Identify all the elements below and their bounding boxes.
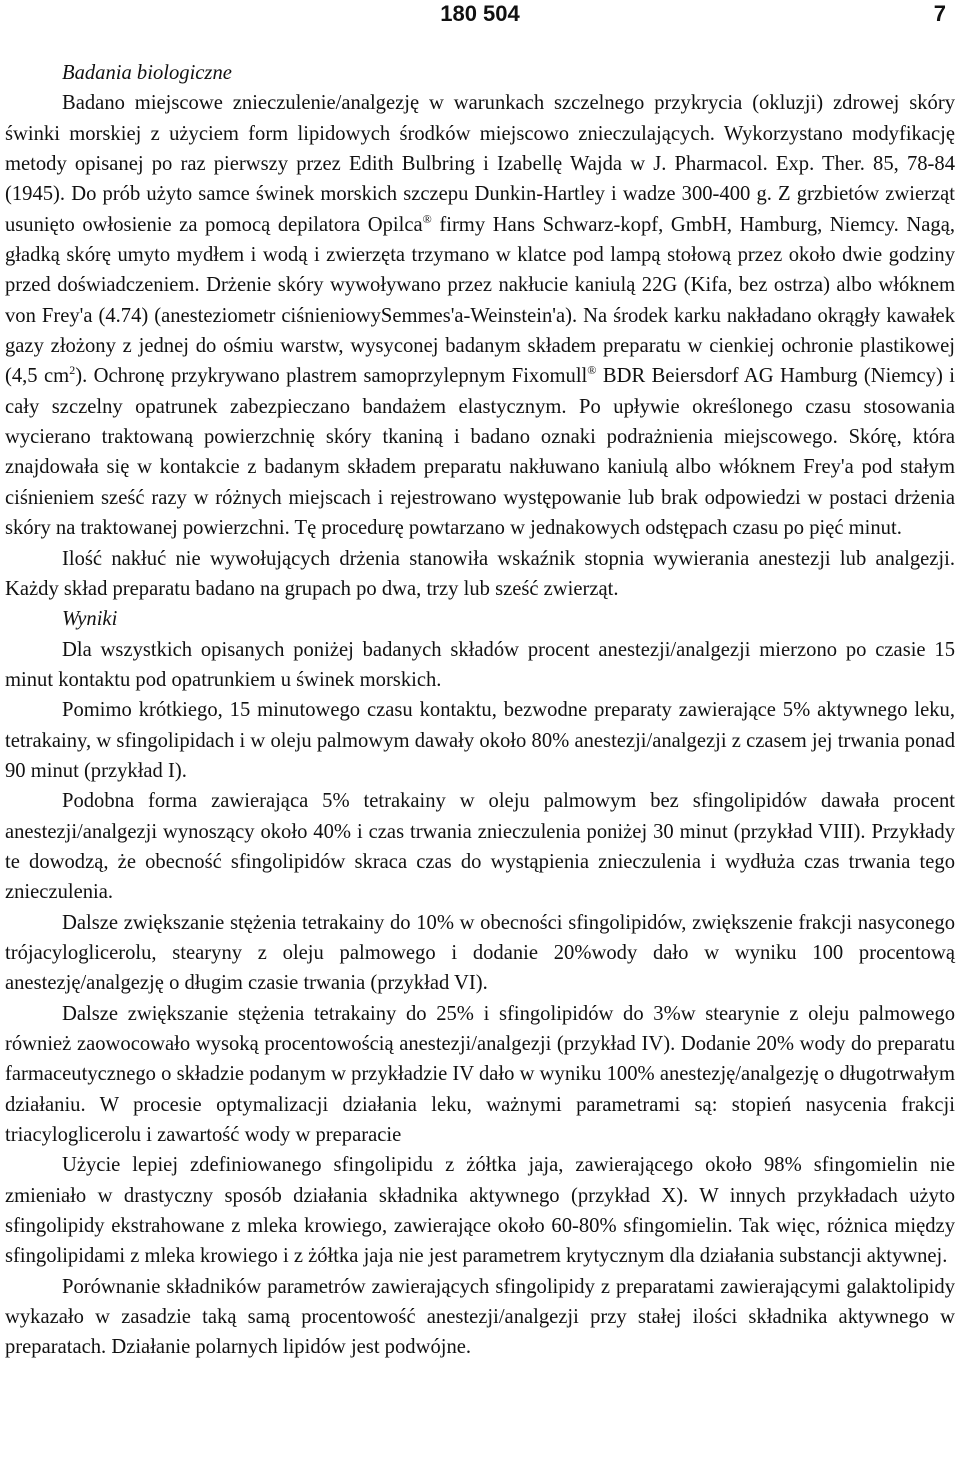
paragraph-example-iv: Dalsze zwiększanie stężenia tetrakainy do 25% i sfingolipidów do 3%w stearynie z oleju palmowego również zaowocowało wysoką procentowością anestezji/analgezji (przykład IV). Dodanie 20% wody do preparatu farmaceutycznego o składzie podanym w przykładzie IV dało w wyniku 100% anestezję/analgezję o długotrwałym działaniu. W procesie optymalizacji działania leku, ważnymi parametrami są: stopień nasycenia frakcji triacyloglicerolu i zawartość wody w preparacie [5, 1002, 955, 1147]
section-heading-results: Wyniki [62, 608, 118, 631]
section-heading-biological-tests: Badania biologiczne [62, 62, 232, 84]
paragraph-example-x: Użycie lepiej zdefiniowanego sfingolipidu z żółtka jaja, zawierającego około 98% sfingomielin nie zmieniało w drastyczny sposób działania składnika aktywnego (przykład X). W innych przykładach użyto sfingolipidy ekstrahowane z mleka krowiego, zawierające około 60-80% sfingomielin. Tak więc, różnica między sfingolipidami z mleka krowiego i z żółtka jaja nie jest parametrem krytycznym dla działania substancji aktywnej. [5, 1154, 955, 1268]
registered-mark: ® [422, 211, 432, 226]
paragraph-index: Ilość nakłuć nie wywołujących drżenia stanowiła wskaźnik stopnia wywierania anestezji lub analgezji. Każdy skład preparatu badano na grupach po dwa, trzy lub sześć zwierząt. [5, 547, 955, 600]
paragraph-method [5, 88, 955, 543]
paragraph-galactolipids: Porównanie składników parametrów zawierających sfingolipidy z preparatami zawierającymi galaktolipidy wykazało w zasadzie taką samą procentowość anestezji/analgezji przy stałej ilości składnika aktywnego w preparatach. Działanie polarnych lipidów jest podwójne. [5, 1275, 955, 1359]
patent-number: 180 504 [440, 1, 520, 26]
paragraph-example-i: Pomimo krótkiego, 15 minutowego czasu kontaktu, bezwodne preparaty zawierające 5% aktywnego leku, tetrakainy, w sfingolipidach i w oleju palmowym dawały około 80% anestezji/analgezji z czasem jej trwania ponad 90 minut (przykład I). [5, 699, 955, 782]
paragraph-text: firmy Hans Schwarz-kopf, GmbH, Hamburg, Niemcy. Nagą, gładką skórę umyto mydłem i wodą i zwierzęta trzymano w klatce pod lampą stołową przez około dwie godziny przed doświadczeniem. Drżenie skóry wywoływano przez nakłucie kaniulą 22G (Kifa, bez ostrza) albo włóknem von Frey'a (4.74) (anesteziometr ciśnieniowySemmes'a-Weinstein'a). Na środek karku nakładano okrągły kawałek gazy złożony z jednej do ośmiu warstw, wysyconej badanym składem preparatu w cienkiej ochronie plastikowej (4,5 cm [5, 213, 955, 388]
document-body [5, 58, 955, 1363]
paragraph-example-viii: Podobna forma zawierająca 5% tetrakainy w oleju palmowym bez sfingolipidów dawała procent anestezji/analgezji wynoszący około 40% i czas trwania znieczulenia poniżej 30 minut (przykład VIII). Przykłady te dowodzą, że obecność sfingolipidów skraca czas do wystąpienia znieczulenia i wydłuża czas trwania tego znieczulenia. [5, 790, 955, 904]
page-number: 7 [933, 1, 946, 26]
paragraph-example-vi: Dalsze zwiększanie stężenia tetrakainy do 10% w obecności sfingolipidów, zwiększenie frakcji nasyconego trójacyloglicerolu, stearyny z oleju palmowego i dodanie 20%wody dało w wyniku 100 procentową anestezję/analgezję o długim czasie trwania (przykład VI). [5, 911, 955, 995]
paragraph-text: ). Ochronę przykrywano plastrem samoprzylepnym Fixomull [75, 365, 588, 388]
registered-mark: ® [587, 363, 597, 378]
paragraph-text: Badano miejscowe znieczulenie/analgezję w warunkach szczelnego przykrycia (okluzji) zdrowej skóry świnki morskiej z użyciem form lipidowych środków miejscowo znieczulających. Wykorzystano modyfikację metody opisanej po raz pierwszy przez Edith Bulbring i Izabellę Wajda w J. Pharmacol. Exp. Ther. 85, 78-84 (1945). Do prób użyto samce świnek morskich szczepu Dunkin-Hartley i wadze 300-400 g. Z grzbietów zwierząt usunięto owłosienie za pomocą depilatora Opilca [5, 92, 955, 236]
paragraph-results-intro: Dla wszystkich opisanych poniżej badanych składów procent anestezji/analgezji mierzono po czasie 15 minut kontaktu pod opatrunkiem u świnek morskich. [5, 638, 955, 691]
paragraph-text: BDR Beiersdorf AG Hamburg (Niemcy) i cały szczelny opatrunek zabezpieczano bandażem elastycznym. Po upływie określonego czasu stosowania wycierano traktowaną powierzchnię skóry tkaniną i badano oznaki podrażnienia miejscowego. Skórę, która znajdowała się w kontakcie z badanym składem preparatu nakłuwano kaniulą albo włóknem Frey'a pod stałym ciśnieniem sześć razy w różnych miejscach i rejestrowano występowanie lub brak odpowiedzi w postaci drżenia skóry na traktowanej powierzchni. Tę procedurę powtarzano w jednakowych odstępach czasu po pięć minut. [5, 365, 955, 540]
superscript-2: 2 [69, 363, 76, 378]
